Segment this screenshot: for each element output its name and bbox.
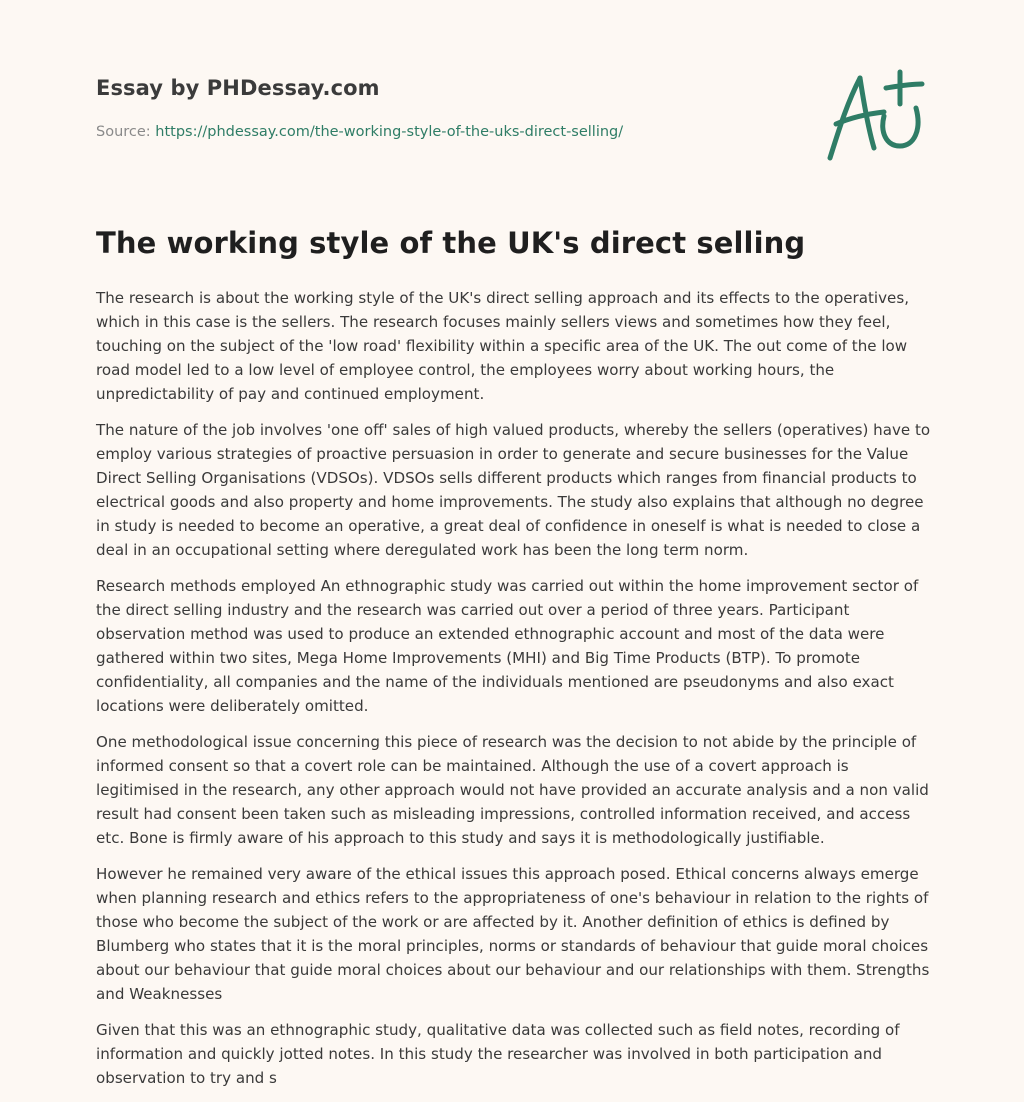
page-title: The working style of the UK's direct selling — [96, 226, 806, 260]
source-link[interactable]: https://phdessay.com/the-working-style-of-the-uks-direct-selling/ — [155, 124, 624, 140]
a-plus-grade-icon — [818, 66, 930, 166]
paragraph: The nature of the job involves 'one off' sales of high valued products, whereby the sellers (operatives) have to employ various strategies of proactive persuasion in order to generate and secure businesses for the Value Direct Selling Organisations (VDSOs). VDSOs sells different products which ranges from financial products to electrical goods and also property and home improvements. The study also explains that although no degree in study is needed to become an operative, a great deal of confidence in oneself is what is needed to close a deal in an occupational setting where deregulated work has been the long term norm. — [96, 421, 931, 559]
paragraph: Given that this was an ethnographic study, qualitative data was collected such as field notes, recording of information and quickly jotted notes. In this study the researcher was involved in both participation and observation to try and s — [96, 1021, 900, 1087]
article-body — [96, 286, 934, 1102]
site-brand: Essay by PHDessay.com — [96, 76, 380, 100]
paragraph: However he remained very aware of the ethical issues this approach posed. Ethical concerns always emerge when planning research and ethics refers to the appropriateness of one's behaviour in relation to the rights of those who become the subject of the work or are affected by it. Another definition of ethics is defined by Blumberg who states that it is the moral principles, norms or standards of behaviour that guide moral choices about our behaviour that guide moral choices about our behaviour and our relationships with them. Strengths and Weaknesses — [96, 865, 930, 1003]
paragraph: Research methods employed An ethnographic study was carried out within the home improvement sector of the direct selling industry and the research was carried out over a period of three years. Participant observation method was used to produce an extended ethnographic account and most of the data were gathered within two sites, Mega Home Improvements (MHI) and Big Time Products (BTP). To promote confidentiality, all companies and the name of the individuals mentioned are pseudonyms and also exact locations were deliberately omitted. — [96, 577, 919, 715]
paragraph: One methodological issue concerning this piece of research was the decision to not abide by the principle of informed consent so that a covert role can be maintained. Although the use of a covert approach is legitimised in the research, any other approach would not have provided an accurate analysis and a non valid result had consent been taken such as misleading impressions, controlled information received, and access etc. Bone is firmly aware of his approach to this study and says it is methodologically justifiable. — [96, 733, 929, 847]
source-label: Source: — [96, 124, 151, 140]
paragraph: The research is about the working style of the UK's direct selling approach and its effects to the operatives, which in this case is the sellers. The research focuses mainly sellers views and sometimes how they feel, touching on the subject of the 'low road' flexibility within a specific area of the UK. The out come of the low road model led to a low level of employee control, the employees worry about working hours, the unpredictability of pay and continued employment. — [96, 289, 910, 403]
source-line — [96, 124, 623, 140]
